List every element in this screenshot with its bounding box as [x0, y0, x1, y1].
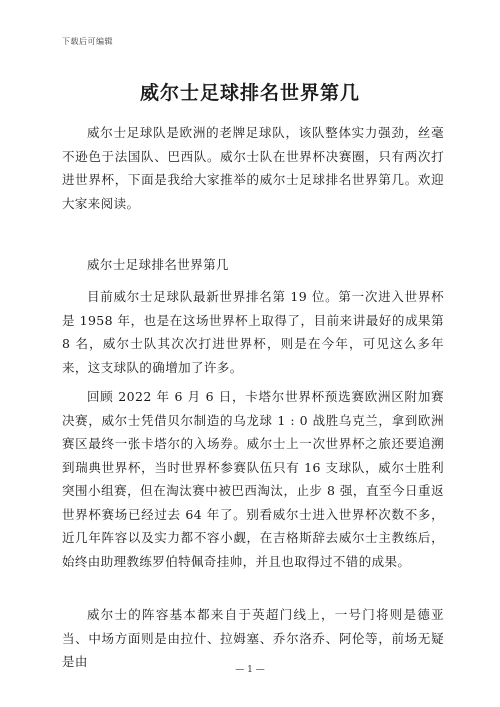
history-paragraph-block — [62, 385, 444, 573]
lineup-paragraph-block — [62, 603, 444, 674]
subheading: 威尔士足球排名世界第几 — [87, 257, 229, 272]
intro-paragraph-block — [62, 121, 444, 215]
ranking-paragraph: 目前威尔士足球队最新世界排名第 19 位。第一次进入世界杯是 1958 年，也是在这场世界杯上取得了，目前来讲最好的成果第 8 名，威尔士队其次次打进世界杯，则是在今年，可见这么多年来，这支球队的确增加了许多。 — [62, 289, 444, 375]
intro-paragraph: 威尔士足球队是欧洲的老牌足球队，该队整体实力强劲，丝毫不逊色于法国队、巴西队。威尔士队在世界杯决赛圈，只有两次打进世界杯，下面是我给大家推举的威尔士足球排名世界第几。欢迎大家来阅读。 — [62, 125, 444, 211]
document-title: 威尔士足球排名世界第几 — [139, 82, 360, 104]
page-number: — 1 — — [235, 665, 265, 675]
ranking-paragraph-block — [62, 285, 444, 379]
header-note: 下载后可编辑 — [62, 37, 113, 46]
history-paragraph: 回顾 2022 年 6 月 6 日，卡塔尔世界杯预选赛欧洲区附加赛决赛，威尔士凭借贝尔制造的乌龙球 1 : 0 战胜乌克兰，拿到欧洲赛区最终一张卡塔尔的入场券。威尔士上一次世界杯之旅还要追溯到瑞典世界杯，当时世界杯参赛队伍只有 16 支球队，威尔士胜利突围小组赛，但在淘汰赛中被巴西淘汰，止步 8 强，直至今日重返世界杯赛场已经过去 64 年了。别看威尔士进入世界杯次数不多，近几年阵容以及实力都不容小觑，在吉格斯辞去威尔士主教练后，始终由助理教练罗伯特佩奇挂帅，并且也取得过不错的成果。 — [62, 389, 444, 569]
lineup-paragraph: 威尔士的阵容基本都来自于英超门线上，一号门将则是德亚当、中场方面则是由拉什、拉姆塞、乔尔洛乔、阿伦等，前场无疑是由 — [62, 607, 444, 669]
subheading-block — [62, 253, 444, 277]
